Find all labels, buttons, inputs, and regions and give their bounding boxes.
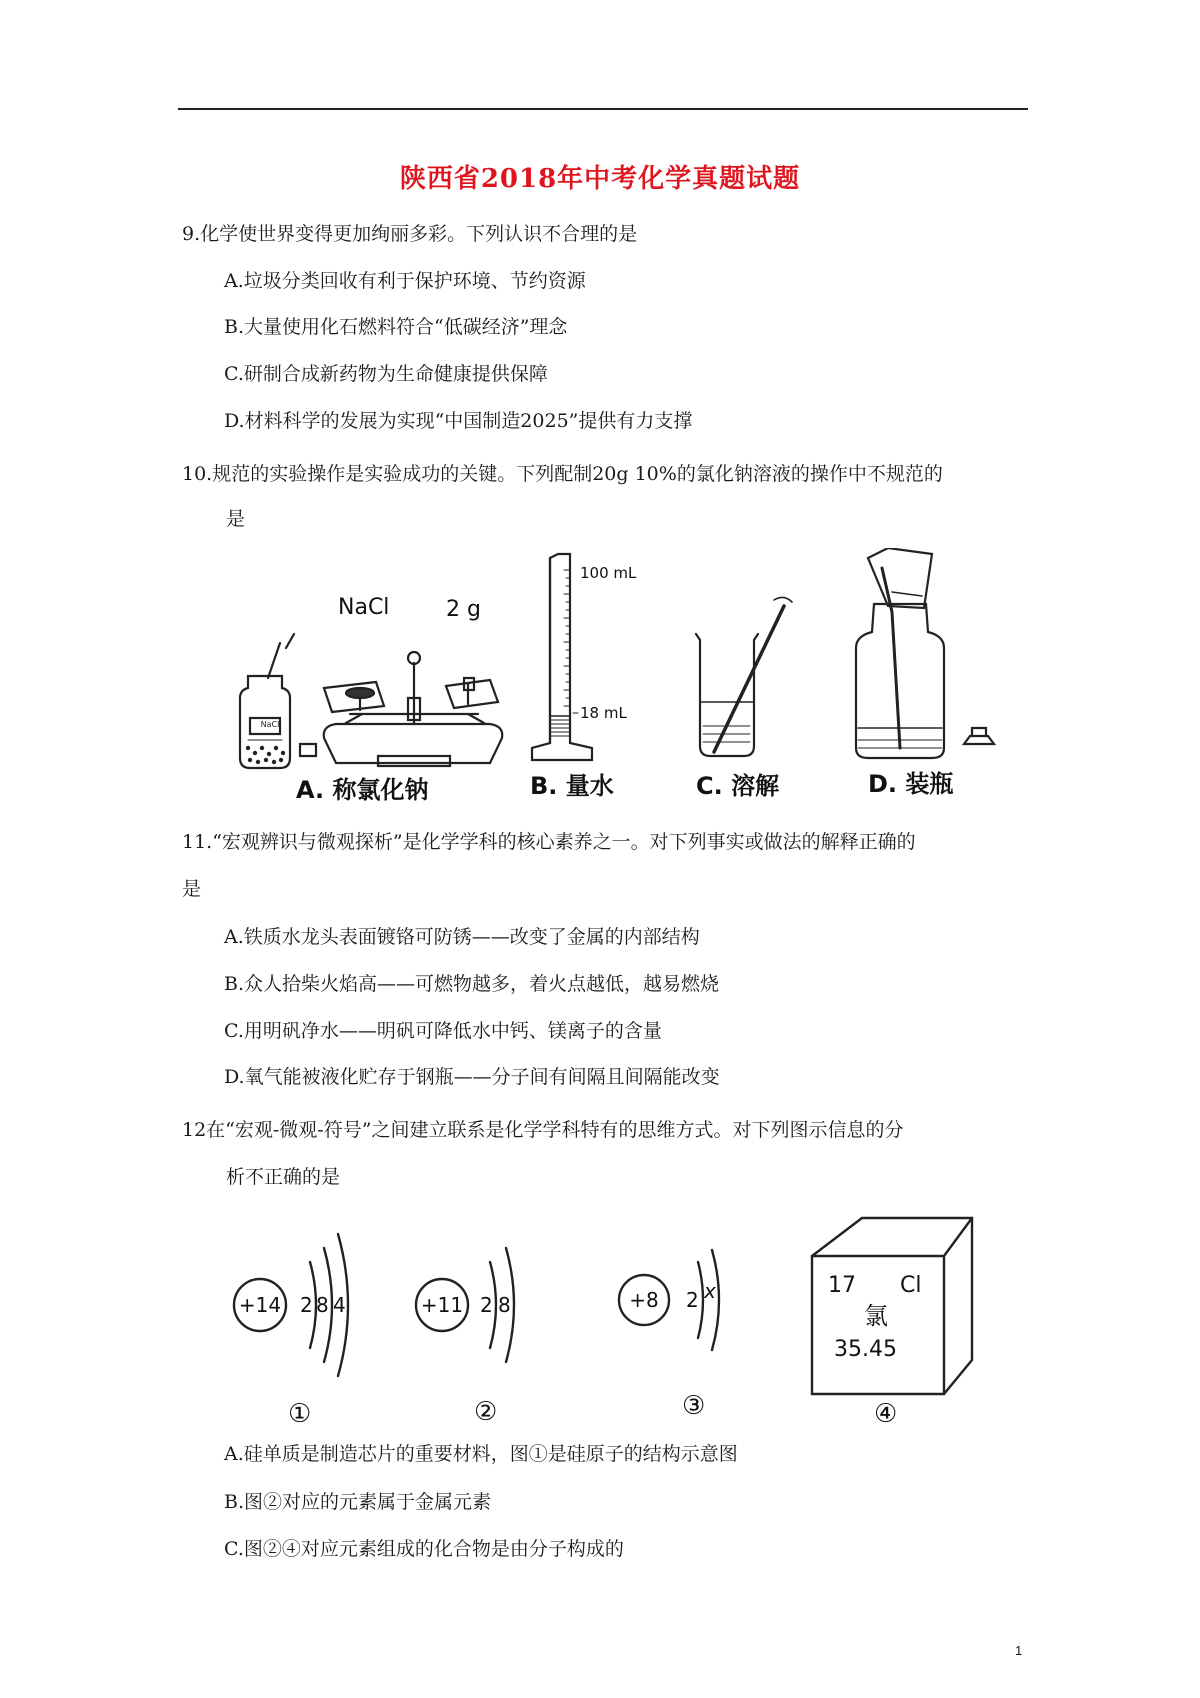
question-11-stem-cont: 是 [182,878,202,900]
question-12-stem-cont: 析不正确的是 [226,1166,341,1188]
atom-structure-figure [228,1210,1028,1430]
figure-label-c: C. 溶解 [696,772,780,800]
figure-label-1: ① [288,1399,312,1429]
atom-1-shell-1: 2 [300,1293,313,1317]
element-number: 17 [828,1273,856,1298]
question-10-stem: 10.规范的实验操作是实验成功的关键。下列配制20g 10%的氯化钠溶液的操作中不规范的 [182,463,943,485]
question-11-option-b: B.众人拾柴火焰高——可燃物越多，着火点越低，越易燃烧 [224,973,720,995]
header-rule [178,108,1028,110]
question-12-stem: 12在“宏观-微观-符号”之间建立联系是化学学科特有的思维方式。对下列图示信息的分 [182,1119,904,1141]
page-title: 陕西省2018年中考化学真题试题 [399,164,801,194]
lab-operations-figure [228,548,1028,818]
element-name: 氯 [864,1302,888,1330]
figure-label-b: B. 量水 [530,772,614,800]
jar-granules [246,746,285,764]
question-11-stem: 11.“宏观辨识与微观探析”是化学学科的核心素养之一。对下列事实或做法的解释正确的 [182,831,916,853]
atom-1-nucleus: +14 [238,1293,282,1317]
figure-label-a: A. 称氯化钠 [296,776,429,804]
question-9-option-a: A.垃圾分类回收有利于保护环境、节约资源 [224,270,586,292]
nacl-label: NaCl [338,595,390,620]
small-stopper [300,744,316,756]
figure-label-3: ③ [682,1391,706,1421]
question-11-option-c: C.用明矾净水——明矾可降低水中钙、镁离子的含量 [224,1020,662,1042]
bottling-drawing [856,548,994,758]
figure-label-4: ④ [874,1399,898,1429]
atom-3-shell-2: x [704,1279,716,1303]
atom-1-shell-3: 4 [333,1293,346,1317]
element-symbol: Cl [900,1273,922,1298]
weight-label: 2 g [446,597,481,622]
atom-2-shell-2: 8 [498,1293,511,1317]
cylinder-mark-label: 18 mL [580,704,627,722]
atom-3-shell-1: 2 [686,1288,699,1312]
beaker-drawing [696,597,792,756]
atom-2-shell-1: 2 [480,1293,493,1317]
page-number: 1 [1015,1643,1023,1658]
figure-label-2: ② [474,1397,498,1427]
question-12-option-c: C.图②④对应元素组成的化合物是由分子构成的 [224,1538,624,1560]
figure-label-d: D. 装瓶 [868,770,954,798]
atom-2-nucleus: +11 [420,1293,464,1317]
nacl-sample [346,688,374,698]
balance-drawing [324,652,503,766]
question-12-option-a: A.硅单质是制造芯片的重要材料，图①是硅原子的结构示意图 [224,1443,738,1465]
question-11-option-d: D.氧气能被液化贮存于钢瓶——分子间有间隔且间隔能改变 [224,1066,720,1088]
graduated-cylinder-drawing [532,554,592,760]
element-mass: 35.45 [834,1337,897,1362]
cylinder-top-label: 100 mL [580,564,637,582]
atom-1-shell-2: 8 [316,1293,329,1317]
atom-3-nucleus: +8 [629,1288,659,1312]
question-10-stem-cont: 是 [226,508,246,530]
question-12-option-b: B.图②对应的元素属于金属元素 [224,1491,492,1513]
question-9-option-d: D.材料科学的发展为实现“中国制造2025”提供有力支撑 [224,410,693,432]
question-9-stem: 9.化学使世界变得更加绚丽多彩。下列认识不合理的是 [182,223,638,245]
question-9-option-c: C.研制合成新药物为生命健康提供保障 [224,363,548,385]
question-9-option-b: B.大量使用化石燃料符合“低碳经济”理念 [224,316,568,338]
question-11-option-a: A.铁质水龙头表面镀铬可防锈——改变了金属的内部结构 [224,926,700,948]
jar-label: NaCl [260,720,280,729]
